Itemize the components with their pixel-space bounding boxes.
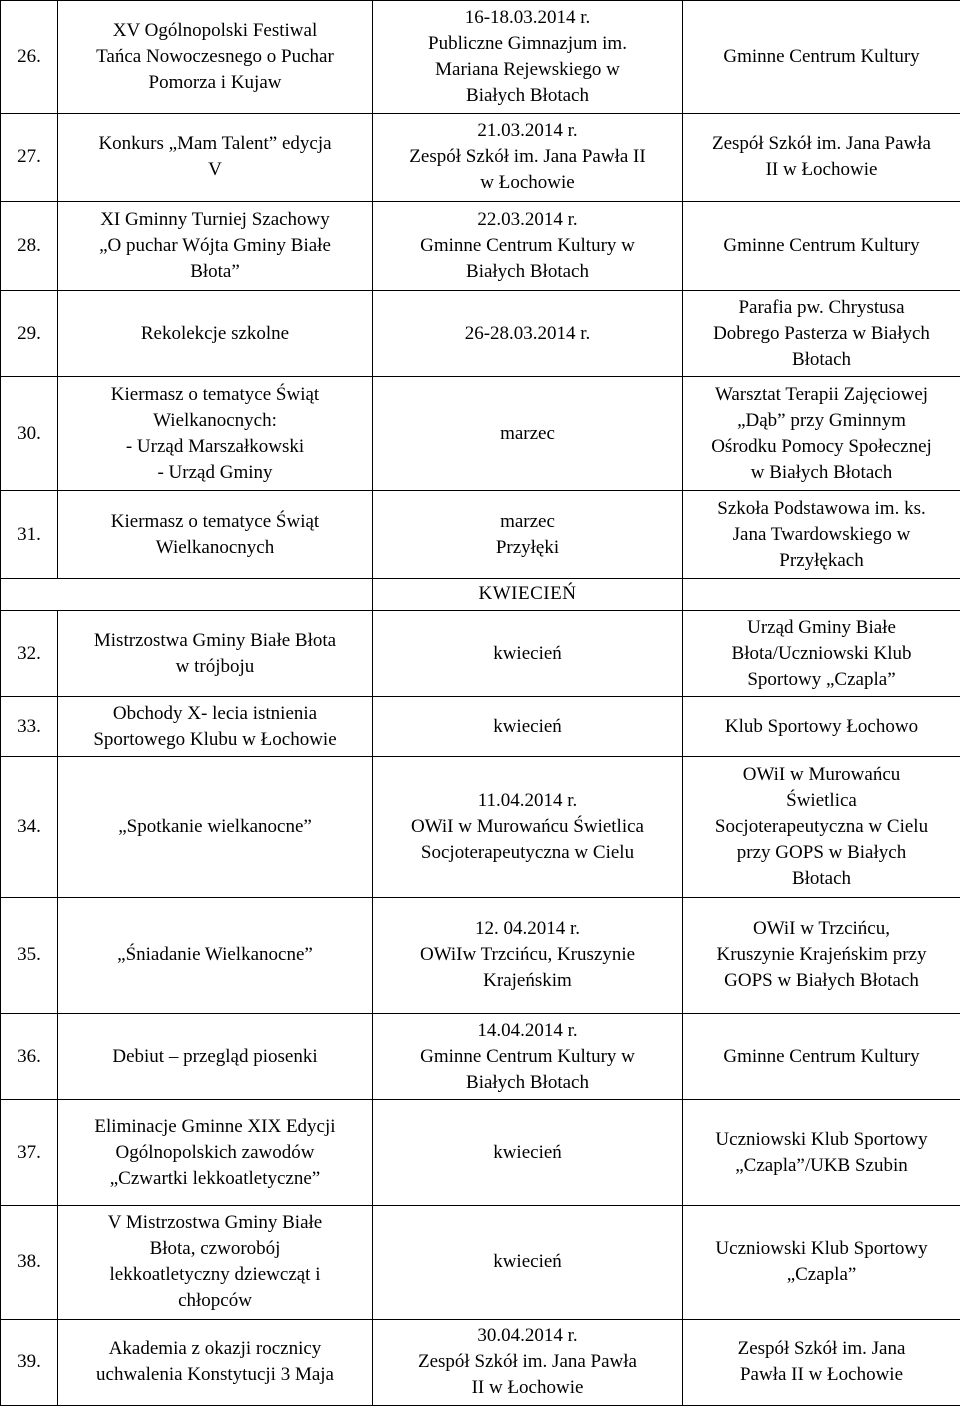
organizer-cell: [683, 491, 960, 578]
date-place-cell: [373, 377, 683, 491]
event-name-cell-line: lekkoatletyczny dziewcząt i: [109, 1264, 321, 1286]
table-row: [1, 1319, 960, 1405]
event-name-cell-line: „Spotkanie wielkanocne”: [118, 816, 312, 838]
organizer-cell: [683, 697, 960, 757]
organizer-cell-line: Kruszynie Krajeńskim przy: [716, 944, 927, 966]
row-number: 27.: [1, 114, 58, 201]
date-place-cell: [373, 1, 683, 114]
organizer-cell-line: Pawła II w Łochowie: [739, 1364, 904, 1386]
date-place-cell: [373, 1206, 683, 1319]
event-name-cell-line: w trójboju: [175, 655, 255, 677]
event-name-cell-line: Tańca Nowoczesnego o Puchar: [96, 46, 334, 68]
organizer-cell: [683, 114, 960, 201]
event-name-cell-line: Błota”: [190, 260, 240, 282]
organizer-cell: [683, 757, 960, 897]
organizer-cell-line: OWiI w Murowańcu: [742, 764, 901, 786]
date-place-cell-line: 26-28.03.2014 r.: [464, 322, 591, 344]
date-place-cell-line: Białych Błotach: [466, 260, 589, 282]
event-name-cell: [58, 1319, 373, 1405]
organizer-cell: [683, 377, 960, 491]
event-name-cell-line: Mistrzostwa Gminy Białe Błota: [93, 629, 337, 651]
organizer-cell-line: Błotach: [791, 348, 852, 370]
organizer-cell-line: Świetlica: [786, 790, 857, 812]
event-name-cell: [58, 610, 373, 696]
event-name-cell-line: V: [208, 159, 222, 181]
organizer-cell: [683, 897, 960, 1013]
date-place-cell: [373, 201, 683, 290]
organizer-cell-line: Gminne Centrum Kultury: [723, 1045, 920, 1067]
date-place-cell: [373, 1100, 683, 1206]
organizer-cell-line: Uczniowski Klub Sportowy: [715, 1238, 928, 1260]
row-number: 35.: [1, 897, 58, 1013]
date-place-cell-line: kwiecień: [493, 1141, 562, 1163]
organizer-cell-line: Błotach: [791, 868, 852, 890]
event-name-cell-line: Kiermasz o tematyce Świąt: [110, 383, 320, 405]
event-name-cell: [58, 1100, 373, 1206]
event-name-cell-line: Konkurs „Mam Talent” edycja: [98, 133, 332, 155]
date-place-cell: [373, 1319, 683, 1405]
event-name-cell-line: „Śniadanie Wielkanocne”: [117, 944, 313, 966]
date-place-cell: [373, 757, 683, 897]
organizer-cell-line: Przyłękach: [779, 549, 864, 571]
row-number: 31.: [1, 491, 58, 578]
event-name-cell: [58, 1, 373, 114]
table-row: [1, 757, 960, 897]
row-number: 37.: [1, 1100, 58, 1206]
date-place-cell-line: w Łochowie: [480, 172, 575, 194]
row-number: 29.: [1, 290, 58, 376]
date-place-cell: [373, 897, 683, 1013]
events-table-body: [1, 1, 960, 1406]
row-number: 34.: [1, 757, 58, 897]
event-name-cell: [58, 201, 373, 290]
organizer-cell-line: „Czapla”: [786, 1264, 857, 1286]
row-number: 33.: [1, 697, 58, 757]
organizer-cell-line: Urząd Gminy Białe: [747, 616, 896, 638]
date-place-cell-line: OWiI w Murowańcu Świetlica: [411, 816, 644, 838]
event-name-cell: [58, 290, 373, 376]
organizer-cell: [683, 290, 960, 376]
organizer-cell: [683, 1100, 960, 1206]
organizer-cell-line: Szkoła Podstawowa im. ks.: [717, 497, 926, 519]
organizer-cell-line: GOPS w Białych Błotach: [724, 970, 919, 992]
date-place-cell: [373, 697, 683, 757]
event-name-cell-line: XI Gminny Turniej Szachowy: [100, 208, 330, 230]
event-name-cell: [58, 697, 373, 757]
table-row: [1, 1014, 960, 1100]
event-name-cell-line: - Urząd Marszałkowski: [125, 435, 305, 457]
date-place-cell-line: 16-18.03.2014 r.: [464, 7, 591, 29]
organizer-cell: [683, 1206, 960, 1319]
date-place-cell-line: Gminne Centrum Kultury w: [420, 1045, 635, 1067]
event-name-cell-line: „Czwartki lekkoatletyczne”: [109, 1167, 321, 1189]
event-name-cell-line: Debiut – przegląd piosenki: [112, 1045, 318, 1067]
table-row: [1, 1, 960, 114]
date-place-cell-line: Publiczne Gimnazjum im.: [428, 33, 627, 55]
event-name-cell-line: Wielkanocnych: [155, 536, 275, 558]
event-name-cell-line: Kiermasz o tematyce Świąt: [110, 510, 320, 532]
row-number: 36.: [1, 1014, 58, 1100]
date-place-cell-line: 14.04.2014 r.: [477, 1019, 578, 1041]
date-place-cell: [373, 491, 683, 578]
event-name-cell: [58, 897, 373, 1013]
date-place-cell-line: Zespół Szkół im. Jana Pawła II: [409, 146, 646, 168]
organizer-cell: [683, 610, 960, 696]
date-place-cell-line: 12. 04.2014 r.: [474, 918, 581, 940]
date-place-cell-line: Gminne Centrum Kultury w: [420, 234, 635, 256]
table-row: [1, 114, 960, 201]
table-row: [1, 491, 960, 578]
event-name-cell: [58, 1014, 373, 1100]
date-place-cell-line: II w Łochowie: [471, 1377, 584, 1399]
date-place-cell-line: Białych Błotach: [466, 85, 589, 107]
date-place-cell-line: Socjoterapeutyczna w Cielu: [420, 842, 635, 864]
organizer-cell-line: Sportowy „Czapla”: [747, 668, 896, 690]
organizer-cell-line: Zespół Szkół im. Jana Pawła: [712, 133, 931, 155]
month-row-spacer: [683, 578, 960, 610]
organizer-cell: [683, 1319, 960, 1405]
event-name-cell-line: uchwalenia Konstytucji 3 Maja: [96, 1364, 334, 1386]
date-place-cell: [373, 114, 683, 201]
date-place-cell: [373, 610, 683, 696]
table-row: [1, 897, 960, 1013]
event-name-cell-line: Rekolekcje szkolne: [140, 322, 290, 344]
event-name-cell-line: - Urząd Gminy: [157, 461, 273, 483]
table-row: [1, 201, 960, 290]
row-number: 39.: [1, 1319, 58, 1405]
row-number: 32.: [1, 610, 58, 696]
date-place-cell-line: Mariana Rejewskiego w: [435, 59, 620, 81]
organizer-cell: [683, 1014, 960, 1100]
table-row: [1, 377, 960, 491]
month-row: [1, 578, 960, 610]
organizer-cell-line: „Czapla”/UKB Szubin: [735, 1154, 908, 1176]
event-name-cell: [58, 377, 373, 491]
organizer-cell-line: Uczniowski Klub Sportowy: [715, 1128, 928, 1150]
row-number: 26.: [1, 1, 58, 114]
date-place-cell-line: Białych Błotach: [466, 1071, 589, 1093]
event-name-cell: [58, 114, 373, 201]
table-row: [1, 1100, 960, 1206]
organizer-cell-line: Gminne Centrum Kultury: [723, 234, 920, 256]
organizer-cell-line: Ośrodku Pomocy Społecznej: [711, 435, 932, 457]
row-number: 38.: [1, 1206, 58, 1319]
row-number: 30.: [1, 377, 58, 491]
organizer-cell-line: Jana Twardowskiego w: [732, 523, 911, 545]
organizer-cell: [683, 1, 960, 114]
event-name-cell-line: Błota, czworobój: [149, 1238, 281, 1260]
table-row: [1, 290, 960, 376]
organizer-cell-line: „Dąb” przy Gminnym: [737, 409, 906, 431]
event-name-cell-line: Pomorza i Kujaw: [148, 72, 282, 94]
date-place-cell-line: marzec: [500, 510, 555, 532]
event-name-cell-line: „O puchar Wójta Gminy Białe: [99, 234, 331, 256]
date-place-cell-line: 21.03.2014 r.: [477, 120, 578, 142]
date-place-cell: [373, 1014, 683, 1100]
event-name-cell-line: Ogólnopolskich zawodów: [115, 1141, 315, 1163]
event-name-cell: [58, 1206, 373, 1319]
event-name-cell-line: chłopców: [178, 1290, 252, 1312]
event-name-cell-line: Obchody X- lecia istnienia: [112, 702, 318, 724]
organizer-cell-line: Dobrego Pasterza w Białych: [713, 322, 930, 344]
month-heading: KWIECIEŃ: [373, 578, 683, 610]
date-place-cell-line: Przyłęki: [495, 536, 560, 558]
event-name-cell-line: Akademia z okazji rocznicy: [108, 1338, 322, 1360]
organizer-cell-line: OWiI w Trzcińcu,: [753, 918, 890, 940]
date-place-cell-line: kwiecień: [493, 1251, 562, 1273]
organizer-cell-line: Parafia pw. Chrystusa: [738, 296, 905, 318]
date-place-cell-line: 11.04.2014 r.: [477, 790, 578, 812]
organizer-cell-line: w Białych Błotach: [750, 461, 893, 483]
organizer-cell-line: Socjoterapeutyczna w Cielu: [714, 816, 929, 838]
organizer-cell: [683, 201, 960, 290]
event-name-cell: [58, 757, 373, 897]
date-place-cell-line: Zespół Szkół im. Jana Pawła: [418, 1351, 637, 1373]
organizer-cell-line: Błota/Uczniowski Klub: [731, 642, 912, 664]
date-place-cell-line: Krajeńskim: [483, 970, 572, 992]
row-number: 28.: [1, 201, 58, 290]
event-name-cell-line: Sportowego Klubu w Łochowie: [93, 728, 337, 750]
date-place-cell-line: OWiIw Trzcińcu, Kruszynie: [419, 944, 636, 966]
event-name-cell-line: XV Ogólnopolski Festiwal: [112, 20, 318, 42]
date-place-cell-line: 30.04.2014 r.: [477, 1325, 578, 1347]
event-name-cell-line: V Mistrzostwa Gminy Białe: [107, 1212, 323, 1234]
date-place-cell-line: kwiecień: [493, 642, 562, 664]
table-row: [1, 697, 960, 757]
date-place-cell-line: marzec: [500, 422, 555, 444]
table-row: [1, 1206, 960, 1319]
event-name-cell-line: Eliminacje Gminne XIX Edycji: [94, 1115, 336, 1137]
date-place-cell: [373, 290, 683, 376]
date-place-cell-line: kwiecień: [493, 715, 562, 737]
organizer-cell-line: Zespół Szkół im. Jana: [737, 1338, 906, 1360]
organizer-cell-line: Gminne Centrum Kultury: [723, 46, 920, 68]
organizer-cell-line: II w Łochowie: [765, 159, 878, 181]
date-place-cell-line: 22.03.2014 r.: [477, 208, 578, 230]
organizer-cell-line: Warsztat Terapii Zajęciowej: [714, 383, 929, 405]
month-row-spacer: [1, 578, 373, 610]
organizer-cell-line: przy GOPS w Białych: [736, 842, 907, 864]
organizer-cell-line: Klub Sportowy Łochowo: [724, 715, 919, 737]
table-row: [1, 610, 960, 696]
event-name-cell-line: Wielkanocnych:: [153, 409, 277, 431]
event-name-cell: [58, 491, 373, 578]
